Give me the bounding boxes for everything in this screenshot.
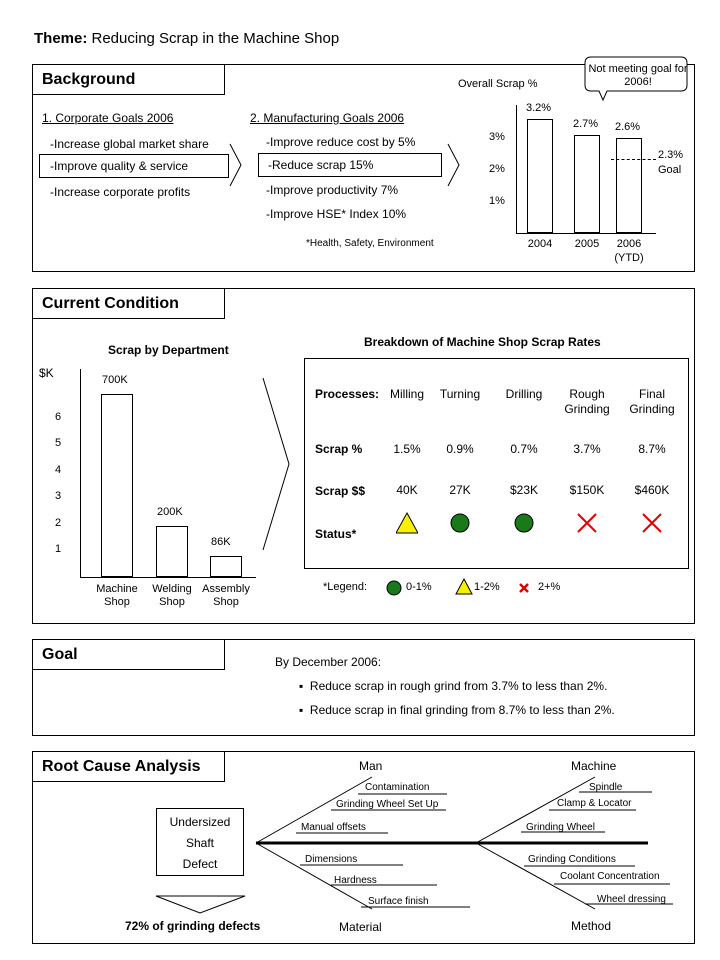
goal-panel bbox=[32, 639, 695, 736]
page-title bbox=[34, 30, 339, 47]
breakdown-table bbox=[304, 358, 689, 569]
process-name bbox=[620, 387, 684, 417]
y-tick-label: 3% bbox=[489, 131, 505, 143]
overall-scrap-ylabel-text: Overall Scrap % bbox=[458, 78, 538, 90]
cause-label: Spindle bbox=[589, 782, 623, 793]
scrap-pct-cell: 0.9% bbox=[446, 442, 474, 456]
cause-label: Dimensions bbox=[305, 854, 358, 865]
x-tick-label-line: 2005 bbox=[574, 238, 600, 250]
y-tick-label: 2 bbox=[55, 516, 62, 529]
chart-bar bbox=[616, 138, 642, 233]
yellow-triangle-icon bbox=[455, 578, 473, 596]
corporate-goal-item: -Improve quality & service bbox=[50, 159, 189, 173]
manufacturing-goal-item: -Reduce scrap 15% bbox=[268, 158, 374, 172]
background-title: Background bbox=[33, 65, 225, 95]
process-name bbox=[428, 387, 492, 402]
data-label: 2.7% bbox=[573, 117, 599, 130]
data-label: 200K bbox=[157, 506, 183, 518]
row-label-scrap-dollars: Scrap $$ bbox=[315, 484, 366, 498]
effect-line: Shaft bbox=[185, 836, 215, 850]
category-machine: Machine bbox=[571, 759, 617, 773]
fishbone-diagram bbox=[33, 752, 696, 945]
row-label-scrap-pct: Scrap % bbox=[315, 442, 363, 456]
green-circle-icon bbox=[449, 512, 471, 534]
red-x-icon bbox=[576, 512, 598, 534]
manufacturing-goal-item: -Improve HSE* Index 10% bbox=[266, 207, 407, 221]
effect-line: Defect bbox=[182, 857, 218, 871]
row-label-status: Status* bbox=[315, 527, 357, 541]
y-tick-label: 1% bbox=[489, 195, 505, 207]
x-tick-label-line: Shop bbox=[159, 596, 185, 608]
process-name bbox=[492, 387, 556, 402]
goal-bullet-text: Reduce scrap in final grinding from 8.7% to less than 2%. bbox=[309, 703, 615, 717]
row-label-processes: Processes: bbox=[315, 387, 380, 401]
dept-chart-title: Scrap by Department bbox=[108, 343, 229, 357]
background-panel bbox=[32, 64, 695, 272]
chart-bar bbox=[156, 526, 188, 577]
dept-chart-ylabel: $K bbox=[39, 366, 54, 380]
chart-bar bbox=[210, 556, 242, 577]
scrap-dollars-cell: 40K bbox=[396, 483, 418, 497]
y-tick-label: 3 bbox=[55, 490, 62, 502]
scrap-dollars-cell: 27K bbox=[449, 483, 471, 497]
chart-bar bbox=[574, 135, 600, 233]
x-tick-label bbox=[515, 237, 565, 251]
goal-title: Goal bbox=[33, 640, 225, 670]
cause-label: Wheel dressing bbox=[597, 894, 666, 905]
chart-bar bbox=[527, 119, 553, 233]
corporate-goal-item: -Increase corporate profits bbox=[50, 185, 191, 199]
scrap-pct-cell: 3.7% bbox=[573, 442, 601, 456]
corporate-goals-heading: 1. Corporate Goals 2006 bbox=[42, 111, 174, 125]
legend-yellow-label: 1-2% bbox=[474, 581, 500, 593]
goal-line-value: 2.3% bbox=[658, 149, 684, 161]
current-condition-title: Current Condition bbox=[33, 289, 225, 319]
current-condition-panel bbox=[32, 288, 695, 624]
y-tick-label: 4 bbox=[55, 463, 62, 476]
x-tick-label-line: 2006 bbox=[616, 238, 642, 250]
y-tick-label: 2% bbox=[489, 163, 505, 175]
x-tick-label-line: 2004 bbox=[527, 238, 553, 250]
y-tick-label: 6 bbox=[55, 410, 62, 423]
x-tick-label-line: Shop bbox=[104, 596, 130, 608]
process-name-line: Final bbox=[638, 387, 665, 401]
manufacturing-goal-item: -Improve productivity 7% bbox=[266, 183, 399, 197]
process-name-line: Drilling bbox=[505, 387, 543, 401]
x-axis-line bbox=[80, 577, 256, 578]
process-name-line: Turning bbox=[439, 387, 481, 401]
legend-green-label: 0-1% bbox=[406, 581, 432, 593]
root-cause-panel bbox=[32, 751, 695, 944]
data-label: 3.2% bbox=[526, 101, 552, 114]
breakdown-table-title: Breakdown of Machine Shop Scrap Rates bbox=[364, 335, 601, 349]
category-method: Method bbox=[571, 919, 612, 933]
x-tick-label bbox=[142, 583, 202, 609]
category-man: Man bbox=[359, 759, 383, 773]
root-cause-title: Root Cause Analysis bbox=[33, 752, 225, 782]
y-axis-line bbox=[80, 369, 81, 577]
cause-label: Grinding Wheel bbox=[526, 822, 595, 833]
x-tick-label bbox=[604, 237, 654, 265]
y-tick-label: 5 bbox=[55, 437, 62, 449]
scrap-pct-cell: 1.5% bbox=[393, 442, 421, 456]
cause-label: Hardness bbox=[334, 875, 377, 886]
process-name-line: Milling bbox=[389, 387, 424, 401]
x-tick-label-line: (YTD) bbox=[614, 252, 644, 264]
process-name bbox=[555, 387, 619, 417]
goal-bullet: ▪ Reduce scrap in rough grind from 3.7% to less than 2%. bbox=[299, 679, 608, 693]
category-material: Material bbox=[339, 920, 382, 934]
cause-label: Contamination bbox=[365, 782, 430, 793]
process-name-line: Rough bbox=[569, 387, 605, 401]
manufacturing-goal-item: -Improve reduce cost by 5% bbox=[266, 135, 416, 149]
scrap-dollars-cell: $460K bbox=[634, 483, 670, 497]
y-axis-line bbox=[516, 105, 517, 233]
cause-label: Grinding Wheel Set Up bbox=[336, 799, 439, 810]
data-label: 2.6% bbox=[615, 120, 641, 133]
theme-text: Reducing Scrap in the Machine Shop bbox=[87, 30, 340, 47]
red-x-icon bbox=[518, 582, 530, 594]
chevron-right-icon bbox=[262, 377, 292, 551]
x-tick-label-line: Welding bbox=[152, 583, 192, 595]
legend-red-label: 2+% bbox=[538, 581, 561, 593]
goal-line-label: Goal bbox=[658, 164, 682, 176]
process-name-line: Grinding bbox=[629, 402, 675, 416]
goal-line bbox=[611, 159, 656, 160]
goal-intro: By December 2006: bbox=[275, 655, 382, 669]
legend-label: *Legend: bbox=[323, 581, 368, 593]
red-x-icon bbox=[641, 512, 663, 534]
goal-bullet-text: Reduce scrap in rough grind from 3.7% to less than 2%. bbox=[309, 679, 608, 693]
scrap-pct-cell: 8.7% bbox=[638, 442, 666, 456]
green-circle-icon bbox=[385, 579, 403, 597]
cause-label: Surface finish bbox=[368, 896, 429, 907]
scrap-dollars-cell: $150K bbox=[569, 483, 605, 497]
effect-line: Undersized bbox=[169, 815, 231, 829]
cause-label: Grinding Conditions bbox=[528, 854, 616, 865]
x-tick-label bbox=[87, 583, 147, 609]
cause-label: Manual offsets bbox=[301, 822, 366, 833]
yellow-triangle-icon bbox=[396, 512, 418, 534]
green-circle-icon bbox=[513, 512, 535, 534]
x-axis-line bbox=[516, 233, 656, 234]
x-tick-label-line: Assembly bbox=[202, 583, 250, 595]
x-tick-label-line: Shop bbox=[213, 596, 239, 608]
cause-label: Coolant Concentration bbox=[560, 871, 660, 882]
y-tick-label: 1 bbox=[55, 543, 62, 555]
x-tick-label bbox=[196, 583, 256, 609]
process-name-line: Grinding bbox=[564, 402, 610, 416]
goal-bullet: ▪ Reduce scrap in final grinding from 8.7% to less than 2%. bbox=[299, 703, 615, 717]
cause-label: Clamp & Locator bbox=[557, 798, 632, 809]
data-label: 700K bbox=[102, 373, 128, 386]
callout-text: Not meeting goal for 2006! bbox=[588, 63, 688, 88]
scrap-dollars-cell: $23K bbox=[509, 483, 539, 497]
effect-note: 72% of grinding defects bbox=[125, 919, 261, 933]
data-label: 86K bbox=[211, 536, 231, 549]
x-tick-label-line: Machine bbox=[96, 583, 138, 595]
manufacturing-goals-heading: 2. Manufacturing Goals 2006 bbox=[250, 111, 405, 125]
scrap-pct-cell: 0.7% bbox=[510, 442, 538, 456]
chart-bar bbox=[101, 394, 133, 578]
theme-label: Theme: bbox=[34, 30, 88, 47]
hse-footnote: *Health, Safety, Environment bbox=[306, 238, 434, 249]
corporate-goal-item: -Increase global market share bbox=[50, 137, 209, 151]
